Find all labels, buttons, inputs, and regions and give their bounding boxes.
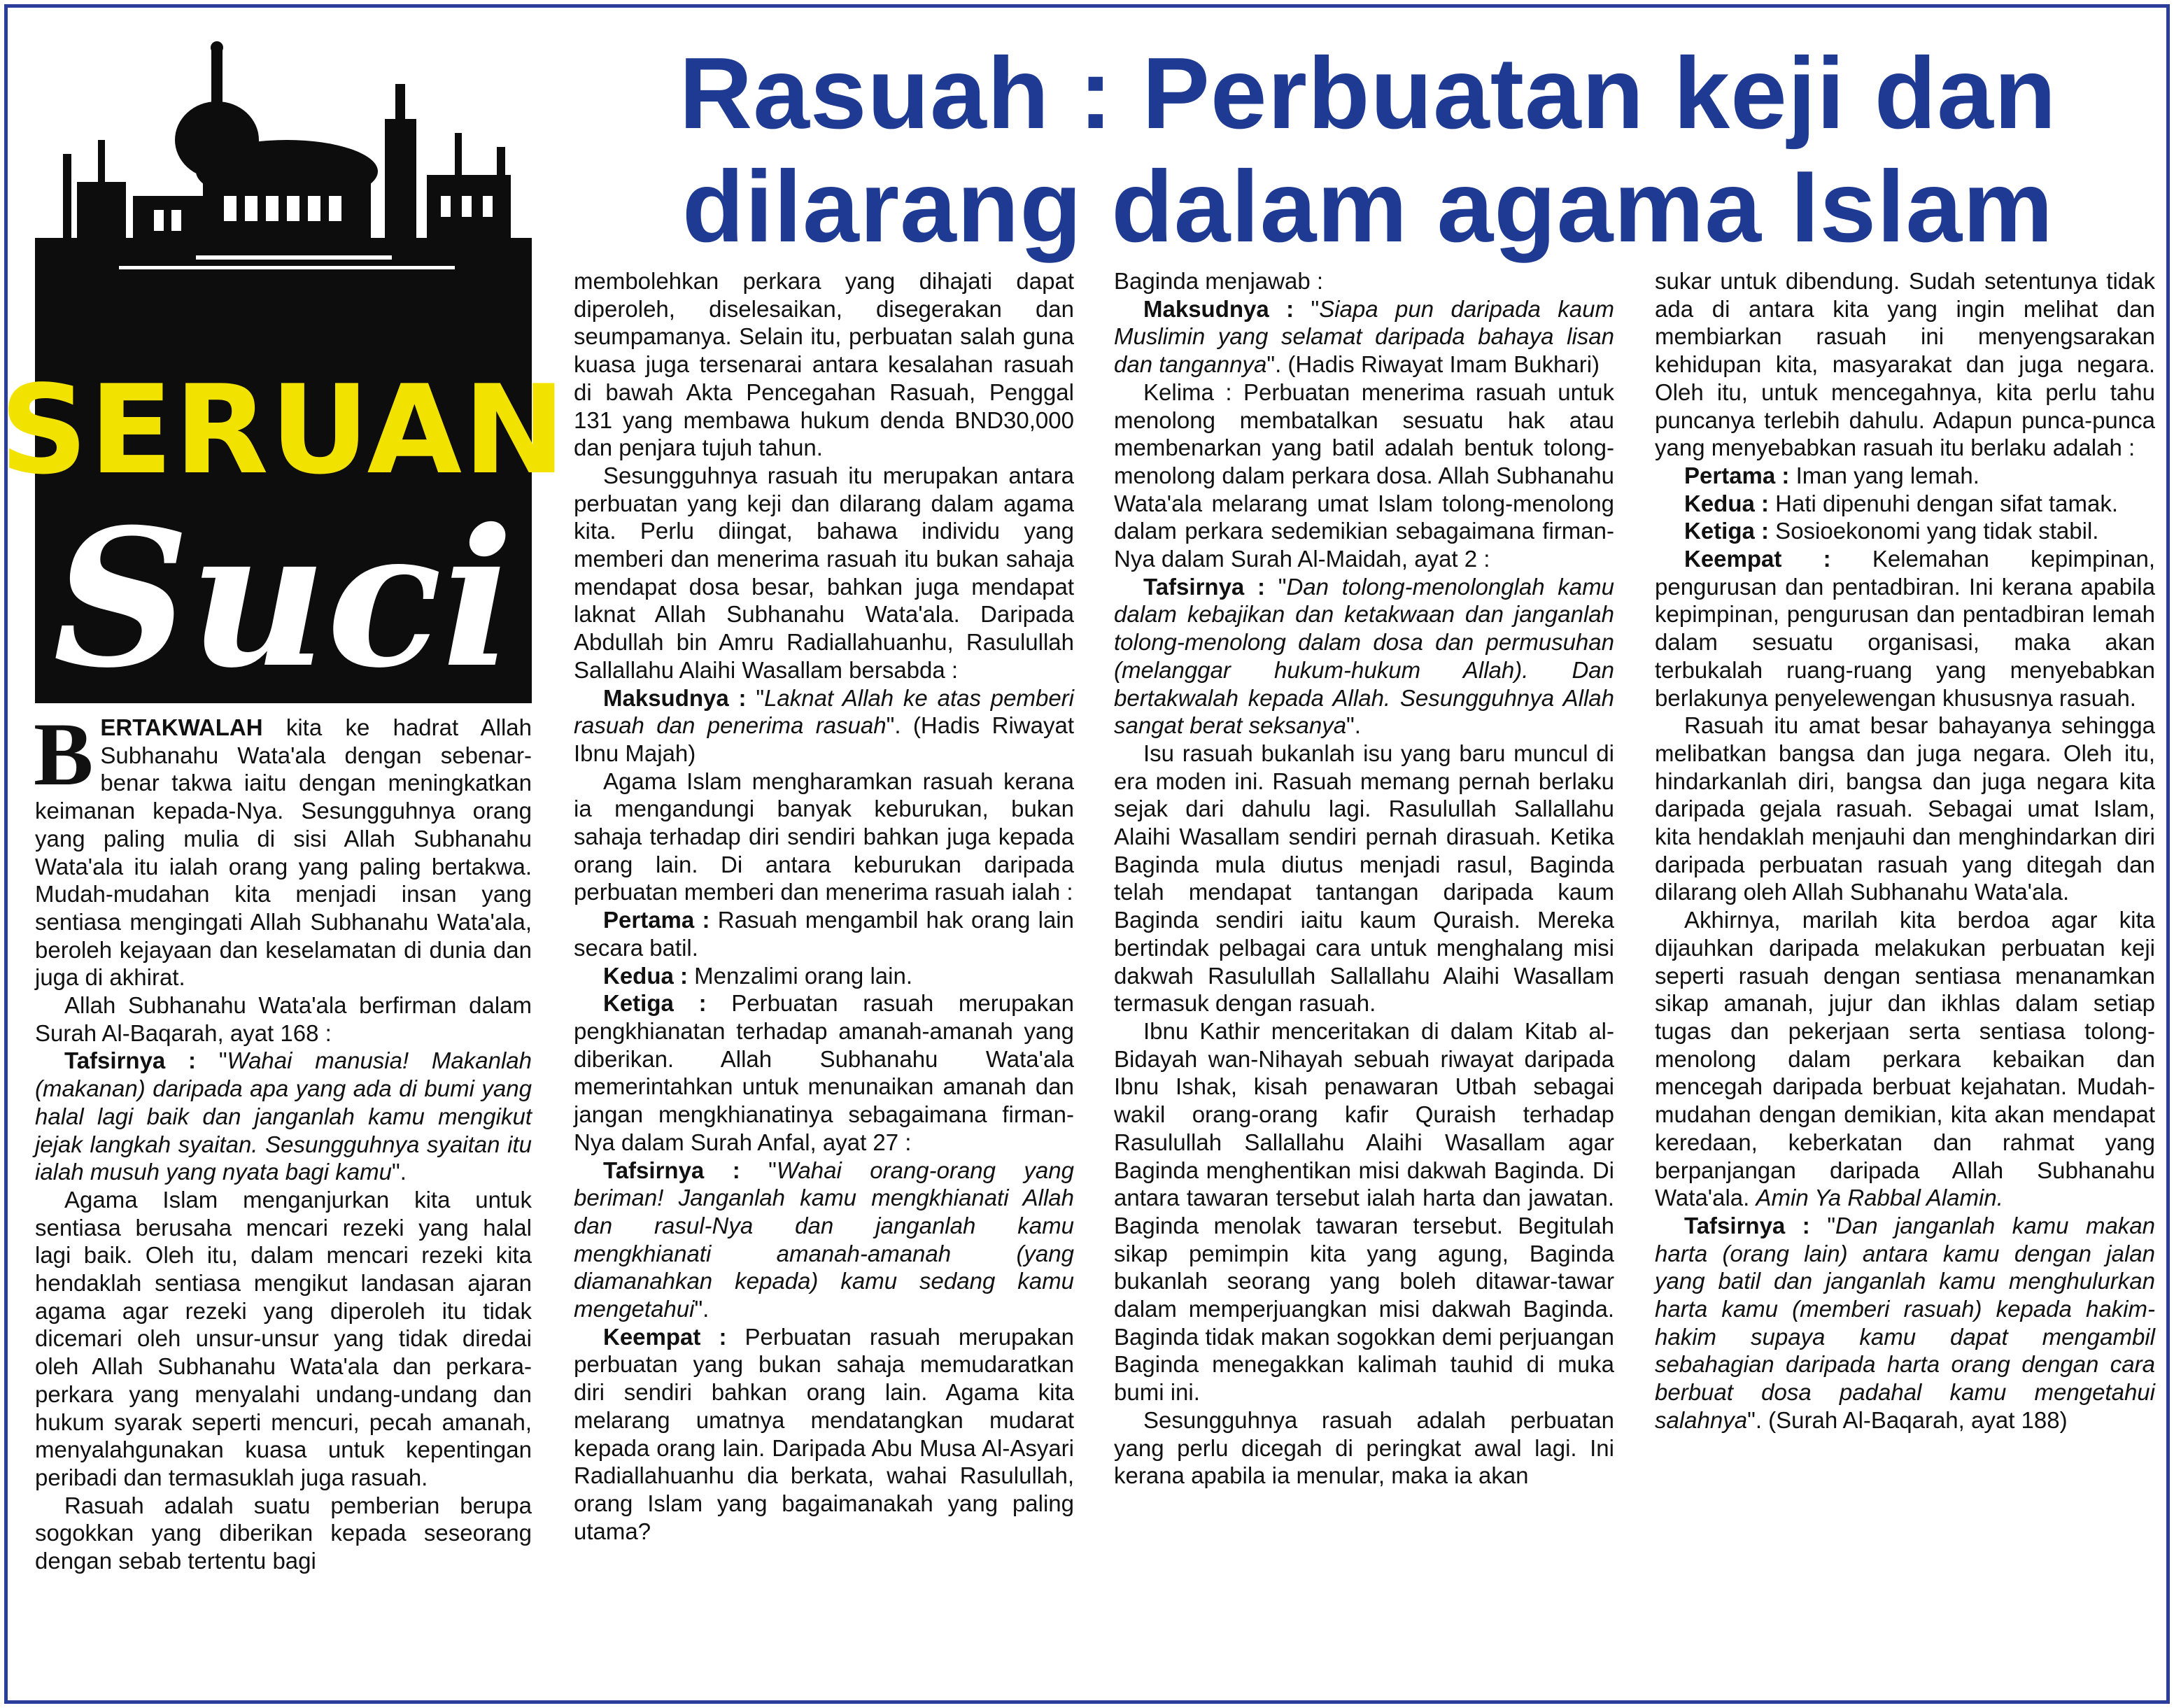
list-text: Kelemahan kepimpinan, pengurusan dan pentadbiran. Ini kerana apabila kepimpinan, pengurusan dan pentadbiran lemah dalam sesuatu organisasi, maka akan terbukalah ruang-ruang yang menyebabkan berlakunya penyelewengan khususnya rasuah. [1655,546,2155,711]
quote-mark: " [1294,295,1320,322]
list-text: Perbuatan rasuah merupakan pengkhianatan terhadap amanah-amanah yang diberikan. Allah Subhanahu Wata'ala memerintahkan untuk menunaikan amanah dan jangan mengkhianatinya sebagaimana firman-Nya dalam Surah Anfal, ayat 27 : [574,990,1074,1155]
label: Tafsirnya : [64,1047,197,1074]
list-item [1655,490,2155,518]
paragraph-text: Akhirnya, marilah kita berdoa agar kita dijauhkan daripada melakukan perbuatan keji seperti rasuah dengan sentiasa menanamkan sikap amanah, jujur dan ikhlas dalam setiap tugas dan pekerjaan serta sentiasa tolong-menolong dalam perkara kebaikan dan mencegah daripada berbuat kejahatan. Mudah-mudahan dengan demikian, kita akan mendapat keredaan, keberkatan dan rahmat yang berpanjangan daripada Allah Subhanahu Wata'ala. [1655,907,2155,1211]
paragraph: Isu rasuah bukanlah isu yang baru muncul di era moden ini. Rasuah memang pernah berlaku sejak dari dahulu lagi. Rasulullah Sallallahu Alaihi Wasallam sendiri pernah dirasuah. Ketika Baginda mula diutus menjadi rasul, Baginda telah mendapat tantangan daripada kaum Baginda sendiri iaitu kaum Quraish. Mereka bertindak pelbagai cara untuk menghalang misi dakwah Rasulullah Sallallahu Alaihi Wasallam termasuk dengan rasuah. [1114,740,1614,1017]
label: Ketiga : [603,990,707,1017]
label: Tafsirnya : [1684,1212,1810,1238]
quote-mark: ". [1346,712,1361,739]
quote-paragraph [35,1047,532,1186]
citation: ". (Hadis Riwayat Imam Bukhari) [1266,351,1600,378]
quote-text: Dan janganlah kamu makan harta (orang lain) antara kamu dengan jalan yang batil dan janganlah kamu menghulurkan harta kamu (memberi rasuah) kepada hakim-hakim supaya kamu dapat mengambil sebahagian daripada harta orang dengan cara berbuat dosa padahal kamu mengetahui salahnya [1655,1212,2156,1433]
list-text: Hati dipenuhi dengan sifat tamak. [1769,490,2118,516]
label: Keempat : [603,1323,727,1350]
quote-mark: " [1265,573,1287,600]
paragraph: Baginda menjawab : [1114,268,1324,294]
list-item [574,962,1074,990]
paragraph: Allah Subhanahu Wata'ala berfirman dalam Surah Al-Baqarah, ayat 168 : [35,992,532,1046]
quote-text: Wahai manusia! Makanlah (makanan) daripada apa yang ada di bumi yang halal lagi baik dan janganlah kamu mengikut jejak langkah syaitan. Sesungguhnya syaitan itu ialah musuh yang nyata bagi kamu [35,1047,532,1185]
column-1 [34,705,532,1686]
label: Pertama : [1684,462,1790,488]
list-item [574,1323,1074,1546]
paragraph: Ibnu Kathir menceritakan di dalam Kitab al-Bidayah wan-Nihayah sebuah riwayat daripada Ibnu Ishak, kisah penawaran Utbah sebagai wakil orang-orang kafir Quraish terhadap Rasulullah Sallallahu Alaihi Wasallam agar Baginda menghentikan misi dakwah Baginda. Di antara tawaran tersebut ialah harta dan jawatan. Baginda menolak tawaran tersebut. Begitulah sikap pemimpin kita yang agung, Baginda bukanlah seorang yang boleh ditawar-tawar dalam memperjuangkan misi dakwah Baginda. Baginda tidak makan sogokkan demi perjuangan Baginda menegakkan kalimah tauhid di muka bumi ini. [1114,1017,1614,1406]
list-item [1655,462,2155,490]
paragraph: Kelima : Perbuatan menerima rasuah untuk menolong membatalkan sesuatu hak atau membenarkan yang batil adalah bentuk tolong-menolong dalam perkara dosa. Allah Subhanahu Wata'ala melarang umat Islam tolong-menolong dalam perkara sedemikian sebagaimana firman-Nya dalam Surah Al-Maidah, ayat 2 : [1114,379,1614,572]
paragraph: Sesungguhnya rasuah itu merupakan antara perbuatan yang keji dan dilarang dalam agama kita. Perlu diingat, bahawa individu yang memberi dan menerima rasuah itu bukan sahaja mendapat dosa besar, bahkan juga mendapat laknat Allah Subhanahu Wata'ala. Daripada Abdullah bin Amru Radiallahuanhu, Rasulullah Sallallahu Alaihi Wasallam bersabda : [574,462,1074,683]
paragraph: sukar untuk dibendung. Sudah setentunya tidak ada di antara kita yang ingin melihat dan membiarkan rasuah ini menyengsarakan kehidupan kita, masyarakat dan juga negara. Oleh itu, untuk mencegahnya, kita perlu tahu puncanya terlebih dahulu. Adapun punca-punca yang menyebabkan rasuah itu berlaku adalah : [1655,268,2155,461]
quote-paragraph [574,684,1074,768]
list-text: Rasuah mengambil hak orang lain secara batil. [574,907,1074,961]
list-text: Iman yang lemah. [1789,462,1979,488]
quote-text: Siapa pun daripada kaum Muslimin yang selamat daripada bahaya lisan dan tangannya [1114,295,1614,378]
paragraph: Agama Islam menganjurkan kita untuk sentiasa berusaha mencari rezeki yang halal lagi baik. Oleh itu, dalam mencari rezeki kita hendaklah sentiasa mengikut landasan ajaran agama agar rezeki yang diperoleh itu tidak dicemari oleh unsur-unsur yang tidak diredai oleh Allah Subhanahu Wata'ala dan perkara-perkara yang menyalahi undang-undang dan hukum syarak seperti mencuri, pecah amanah, menyalahgunakan kuasa untuk kepentingan peribadi dan termasuklah juga rasuah. [35,1186,532,1490]
list-item [1655,517,2155,545]
citation: ". (Surah Al-Baqarah, ayat 188) [1747,1406,2068,1433]
paragraph: Agama Islam mengharamkan rasuah kerana ia mengandungi banyak keburukan, bukan sahaja terhadap diri sendiri bahkan juga kepada orang lain. Di antara keburukan daripada perbuatan memberi dan menerima rasuah ialah : [574,768,1074,905]
quote-mark: " [196,1047,227,1074]
headline: Rasuah : Perbuatan keji dan dilarang dalam agama Islam [679,36,2057,263]
quote-mark: ". [694,1296,710,1322]
quote-paragraph [574,1157,1074,1323]
quote-text: Laknat Allah ke atas pemberi rasuah dan penerima rasuah [574,684,1074,739]
list-text: Sosioekonomi yang tidak stabil. [1769,518,2099,544]
paragraph: Rasuah itu amat besar bahayanya sehingga melibatkan bangsa dan juga negara. Oleh itu, hindarkanlah diri, bangsa dan juga negara kita daripada gejala rasuah. Sebagai umat Islam, kita hendaklah menjauhi dan menghindarkan diri daripada perbuatan rasuah yang ditegah dan dilarang oleh Allah Subhanahu Wata'ala. [1655,712,2155,905]
list-text: Menzalimi orang lain. [688,962,912,989]
label: Pertama : [603,907,710,933]
quote-mark: " [1809,1212,1836,1238]
paragraph: Rasuah adalah suatu pemberian berupa sogokkan yang diberikan kepada seseorang dengan sebab tertentu bagi [35,1492,532,1574]
paragraph-text: kita ke hadrat Allah Subhanahu Wata'ala dengan sebenar-benar takwa iaitu dengan meningkatkan keimanan kepada-Nya. Sesungguhnya orang yang paling mulia di sisi Allah Subhanahu Wata'ala itu ialah orang yang paling bertakwa. Mudah-mudahan kita menjadi insan yang sentiasa mengingati Allah Subhanahu Wata'ala, beroleh kejayaan dan keselamatan di dunia dan juga di akhirat. [35,714,532,991]
paragraph: Sesungguhnya rasuah adalah perbuatan yang perlu dicegah di peringkat awal lagi. Ini kerana apabila ia menular, maka ia akan [1114,1406,1614,1489]
label: Maksudnya : [1143,295,1294,322]
quote-mark: " [746,684,765,711]
list-item [574,906,1074,961]
paragraph: membolehkan perkara yang dihajati dapat diperoleh, diselesaikan, disegerakan dan seumpamanya. Selain itu, perbuatan salah guna kuasa juga tersenarai antara kesalahan rasuah di bawah Akta Pencegahan Rasuah, Penggal 131 yang membawa hukum denda BND30,000 dan penjara tujuh tahun. [574,268,1074,461]
masthead-seruan-suci [0,35,567,710]
quote-text: Wahai orang-orang yang beriman! Janganlah kamu mengkhianati Allah dan rasul-Nya dan janganlah kamu mengkhianati amanah-amanah (yang diamanahkan kepada) kamu sedang kamu mengetahui [574,1157,1074,1322]
quote-paragraph [1114,295,1614,379]
list-item [574,989,1074,1156]
label: Ketiga : [1684,518,1770,544]
quote-mark: ". [392,1159,407,1185]
citation: ". (Hadis Riwayat Ibnu Majah) [574,712,1074,766]
label: Tafsirnya : [1143,573,1265,600]
drop-cap: B [34,705,94,804]
label: Keempat : [1684,546,1831,572]
column-2 [574,267,1074,1688]
quote-text: Dan tolong-menolonglah kamu dalam kebajikan dan ketakwaan dan janganlah tolong-menolong dalam dosa dan permusuhan (melanggar hukum-hukum Allah). Dan bertakwalah kepada Allah. Sesungguhnya Allah sangat berat seksanya [1114,573,1614,739]
list-text: Perbuatan rasuah merupakan perbuatan yang bukan sahaja memudaratkan diri sendiri bahkan orang lain. Agama kita melarang umatnya mendatangkan mudarat kepada orang lain. Daripada Abu Musa Al-Asyari Radiallahuanhu dia berkata, wahai Rasulullah, orang Islam yang bagaimanakah yang paling utama? [574,1323,1074,1544]
paragraph [1655,906,2155,1212]
label: Maksudnya : [603,684,747,711]
quote-mark: " [740,1157,777,1183]
list-item [1655,545,2155,712]
label: Kedua : [1684,490,1770,516]
column-4 [1655,267,2155,1688]
masthead-suci-text: Suci [52,487,514,710]
column-3 [1114,267,1614,1688]
lead-word: ERTAKWALAH [100,714,263,740]
quote-paragraph [1655,1212,2155,1434]
mosque-silhouette-image [0,35,567,710]
paragraph [34,705,532,991]
label: Tafsirnya : [603,1157,740,1183]
closing-prayer: Amin Ya Rabbal Alamin. [1756,1185,2003,1211]
quote-paragraph [1114,573,1614,740]
label: Kedua : [603,962,689,989]
masthead-seruan-text: SERUAN [0,360,567,502]
